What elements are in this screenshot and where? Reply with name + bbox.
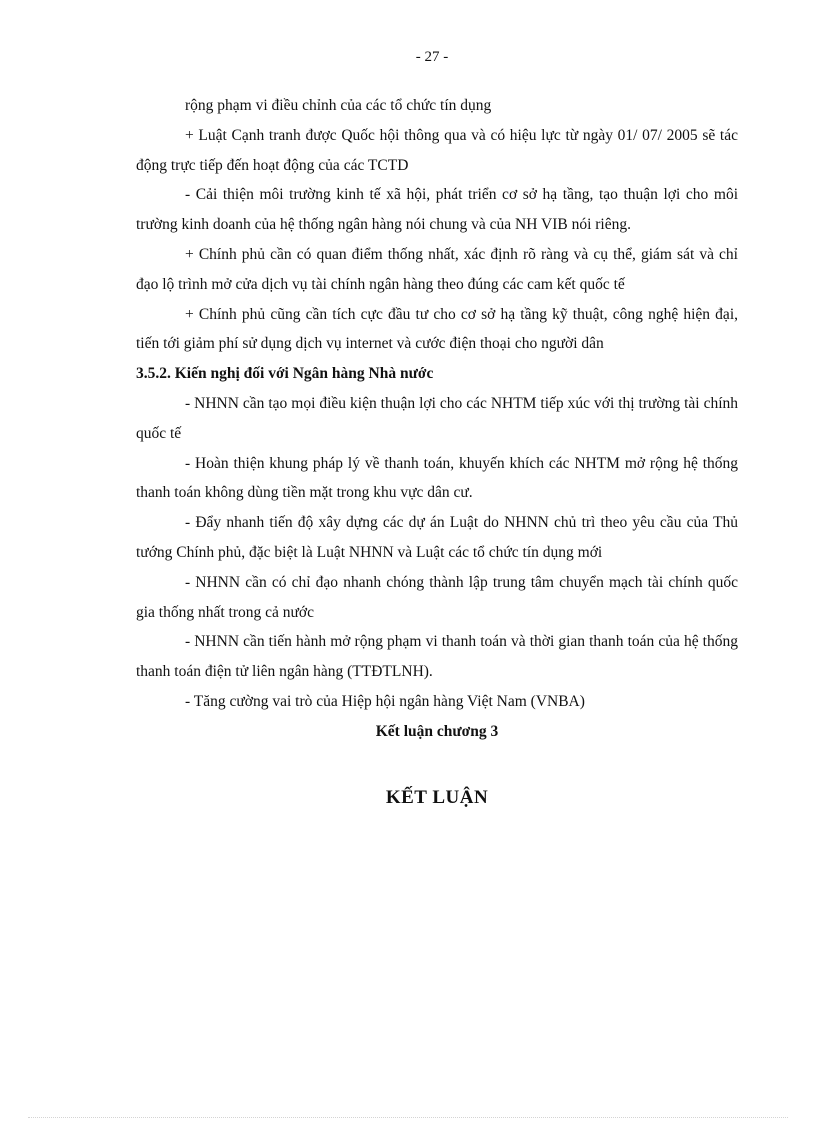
section-paragraph: - NHNN cần tiến hành mở rộng phạm vi thanh toán và thời gian thanh toán của hệ thống thanh toán điện tử liên ngân hàng (TTĐTLNH). (136, 633, 738, 681)
section-paragraph: - NHNN cần có chỉ đạo nhanh chóng thành lập trung tâm chuyển mạch tài chính quốc gia thống nhất trong cả nước (136, 573, 738, 621)
chapter-conclusion-heading: Kết luận chương 3 (375, 722, 499, 740)
paragraph: - Cải thiện môi trường kinh tế xã hội, phát triển cơ sở hạ tầng, tạo thuận lợi cho môi trường kinh doanh của hệ thống ngân hàng nói chung và của NH VIB nói riêng. (136, 186, 738, 234)
section-paragraph: - Hoàn thiện khung pháp lý về thanh toán, khuyến khích các NHTM mở rộng hệ thống thanh toán không dùng tiền mặt trong khu vực dân cư. (136, 454, 738, 502)
document-body (136, 91, 738, 812)
section-paragraph: - NHNN cần tạo mọi điều kiện thuận lợi cho các NHTM tiếp xúc với thị trường tài chính quốc tế (136, 394, 738, 442)
paragraph: + Luật Cạnh tranh được Quốc hội thông qua và có hiệu lực từ ngày 01/ 07/ 2005 sẽ tác động trực tiếp đến hoạt động của các TCTD (136, 126, 738, 174)
page-bottom-divider (28, 1117, 788, 1118)
section-paragraph: - Tăng cường vai trò của Hiệp hội ngân hàng Việt Nam (VNBA) (185, 692, 585, 710)
paragraph: + Chính phủ cũng cần tích cực đầu tư cho cơ sở hạ tầng kỹ thuật, công nghệ hiện đại, tiến tới giảm phí sử dụng dịch vụ internet và cước điện thoại cho người dân (136, 305, 738, 353)
paragraph: rộng phạm vi điều chỉnh của các tổ chức tín dụng (185, 97, 492, 114)
section-heading: 3.5.2. Kiến nghị đối với Ngân hàng Nhà nước (136, 365, 434, 383)
section-paragraph: - Đẩy nhanh tiến độ xây dựng các dự án Luật do NHNN chủ trì theo yêu cầu của Thủ tướng Chính phủ, đặc biệt là Luật NHNN và Luật các tổ chức tín dụng mới (136, 514, 738, 561)
page-number: - 27 - (415, 49, 449, 65)
conclusion-title: KẾT LUẬN (385, 786, 489, 808)
paragraph: + Chính phủ cần có quan điểm thống nhất, xác định rõ ràng và cụ thể, giám sát và chỉ đạo lộ trình mở cửa dịch vụ tài chính ngân hàng theo đúng các cam kết quốc tế (136, 245, 738, 293)
